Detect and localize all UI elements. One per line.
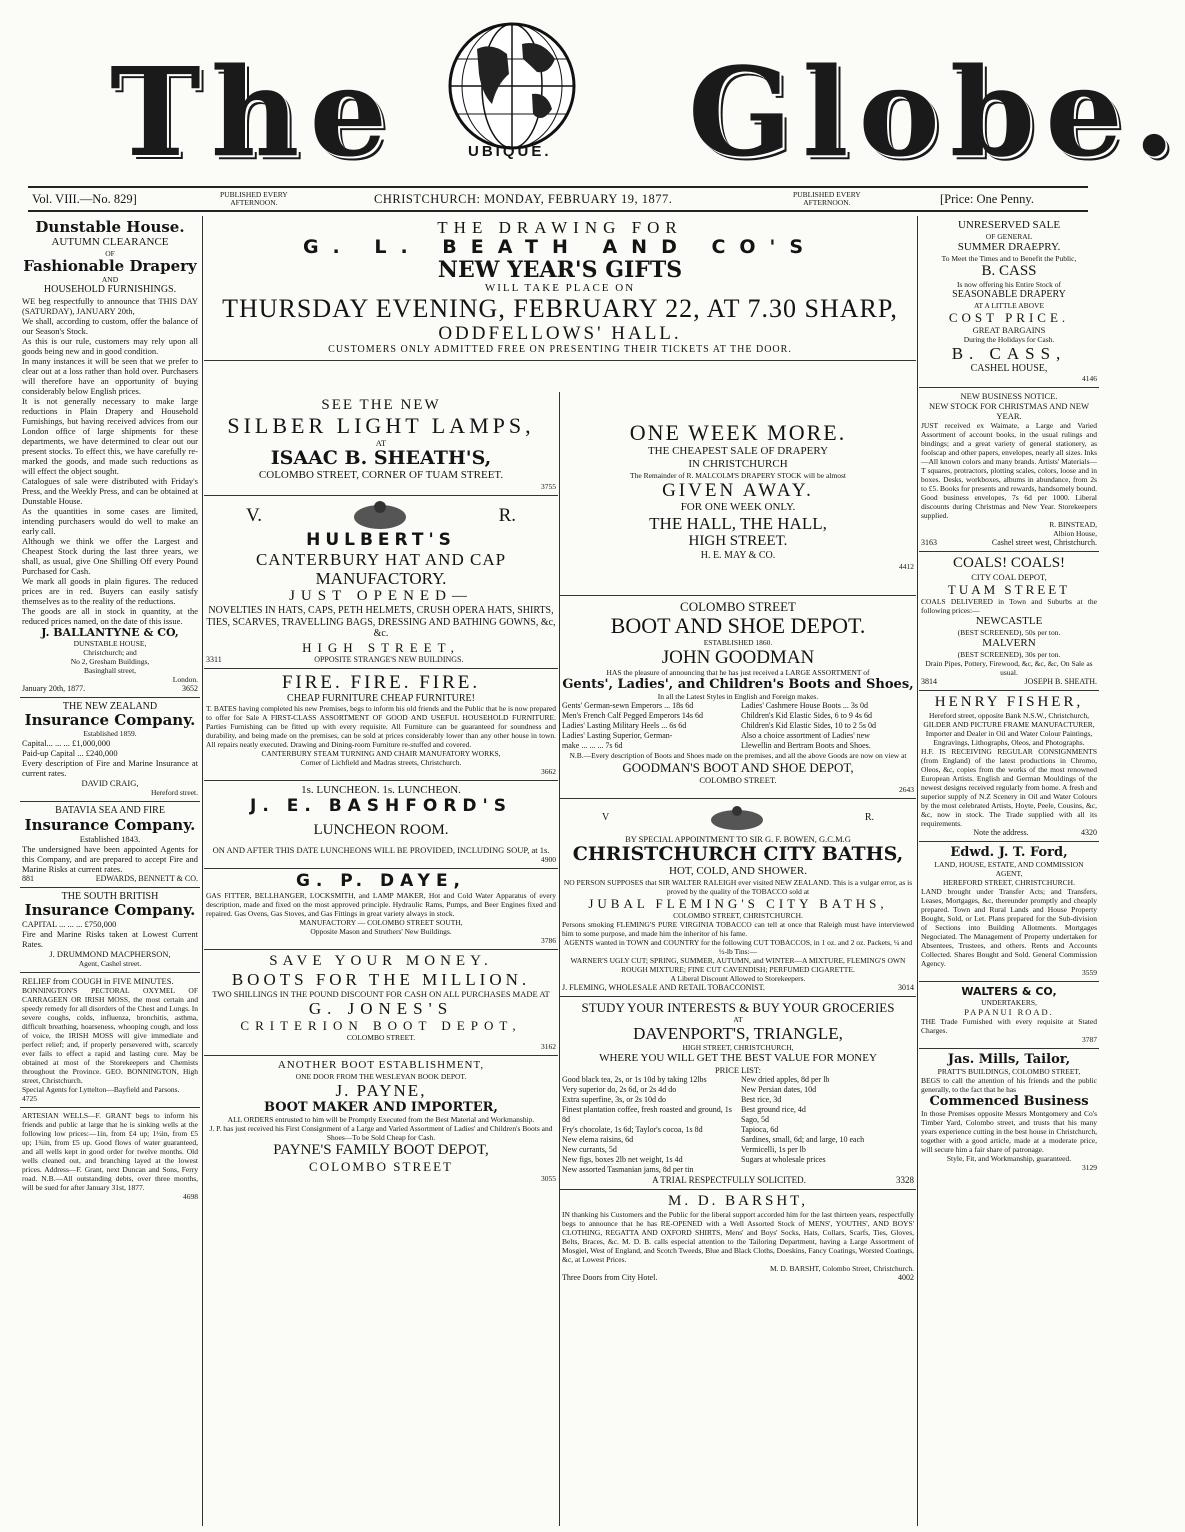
list-item: Finest plantation coffee, fresh roasted and ground, 1s 8d: [562, 1104, 732, 1124]
ad-line: COLOMBO STREET.: [346, 1033, 416, 1042]
ad-goodman-boots: [560, 596, 916, 799]
ad-line: Is now offering his Entire Stock of: [956, 280, 1061, 289]
ad-line: JUBAL FLEMING'S CITY BATHS,: [588, 895, 888, 911]
ad-body: T. BATES having completed his new Premises, begs to inform his old friends and the Public that he is now prepared to offer for Sale A FIRST-CLASS ASSORTMENT OF GOOD AND USEFUL HOUSEHOLD FURNITURE. Parties Furnishing can be fitted up with every requisite. All Furniture can be guaranteed for soundness and durability, and being made on the premises, can be sold at prices considerably lower than any other house in town. All repairs neatly executed. Drawing and Dining-room Furniture re-stuffed and covered.: [206, 704, 556, 749]
ad-line: NEWCASTLE: [975, 615, 1043, 627]
ad-body: ON AND AFTER THIS DATE LUNCHEONS WILL BE PROVIDED, INCLUDING SOUP, at 1s.: [212, 845, 550, 855]
list-item: Best ground rice, 4d: [741, 1104, 806, 1114]
ad-line: GILDER AND PICTURE FRAME MANUFACTURER,: [923, 720, 1095, 729]
list-item: Sardines, small, 6d; and large, 10 each: [741, 1134, 865, 1144]
ad-line: WILL TAKE PLACE ON: [484, 282, 636, 294]
ad-line: HEREFORD STREET, CHRISTCHURCH.: [943, 878, 1075, 887]
ad-signature: DAVID CRAIG,: [81, 778, 139, 788]
ad-number: 3559: [1082, 968, 1097, 977]
ad-title: J. PAYNE,: [335, 1081, 427, 1100]
ad-jones-boots: [204, 950, 558, 1056]
ad-line: UNDERTAKERS,: [981, 998, 1037, 1007]
ad-south-british-insurance: [20, 888, 200, 974]
ad-line: B. CASS,: [951, 343, 1067, 363]
list-item: Also a choice assortment of Ladies' new: [741, 730, 870, 740]
ad-title: Insurance Company.: [24, 901, 196, 919]
ad-title: G. P. DAYE,: [295, 871, 467, 891]
ad-line: SUMMER DRAEPRY.: [957, 241, 1061, 253]
ad-line: SAVE YOUR MONEY.: [269, 953, 493, 969]
ad-title: HULBERT'S: [306, 530, 456, 550]
ad-line: COST PRICE.: [948, 309, 1070, 325]
list-item: New figs, boxes 2lb net weight, 1s 4d: [562, 1154, 683, 1164]
ad-line: CAPITAL ... ... ... £750,000: [22, 919, 117, 929]
ad-line: THE CHEAPEST SALE OF DRAPERY: [647, 445, 829, 457]
ad-line: OF GENERAL: [985, 232, 1033, 241]
ad-line: ESTABLISHED 1860.: [703, 637, 773, 647]
published-line: PUBLISHED EVERY: [220, 190, 288, 199]
list-item: New Persian dates, 10d: [741, 1084, 817, 1094]
ad-line: Special Agents for Lyttelton—Bayfield and Parsons.: [22, 1085, 180, 1094]
ad-line: LUNCHEON ROOM.: [313, 822, 449, 838]
ad-number: 3755: [541, 482, 556, 491]
ad-line: Opposite Mason and Struthers' New Buildings.: [310, 927, 452, 936]
ad-body: Fire and Marine Risks taken at Lowest Current Rates.: [22, 929, 198, 949]
ad-number: 4320: [1080, 828, 1097, 837]
ad-payne-boots: [204, 1056, 558, 1187]
ad-number: 2643: [899, 784, 914, 794]
ad-line: Christchurch; and: [83, 647, 137, 657]
ad-body: BEGS to call the attention of his friends and the public generally, to the fact that he has: [921, 1076, 1097, 1094]
ad-title: B. CASS: [981, 263, 1037, 279]
ad-line: NEW BUSINESS NOTICE.: [960, 391, 1058, 401]
ad-line: AND: [101, 275, 119, 284]
ad-number: 3787: [1082, 1035, 1097, 1044]
ad-line: BATAVIA SEA AND FIRE: [55, 805, 165, 816]
ad-line: Commenced Business: [929, 1094, 1089, 1109]
ad-henry-fisher: [919, 691, 1099, 842]
ad-line: MANUFACTORY — COLOMBO STREET SOUTH,: [299, 918, 463, 927]
ad-title: CHRISTCHURCH CITY BATHS,: [572, 842, 904, 865]
ad-line: STUDY YOUR INTERESTS & BUY YOUR GROCERIES: [581, 999, 895, 1015]
ad-line: PRATT'S BUILDINGS, COLOMBO STREET,: [937, 1067, 1081, 1076]
ad-line: GOODMAN'S BOOT AND SHOE DEPOT,: [622, 759, 854, 775]
ad-bashford-luncheon: [204, 781, 558, 869]
ad-body: As the quantities in some cases are limited, intending purchasers would do well to make an early call.: [22, 505, 198, 536]
list-item: Ladies' Lasting Superior, German-: [562, 730, 673, 740]
ad-line: In all the Latest Styles in English and Foreign makes.: [657, 691, 819, 701]
ad-line: Established 1859.: [83, 729, 137, 738]
ad-beath-drawing: [204, 216, 916, 361]
masthead-title-the: The: [110, 40, 398, 184]
ad-line: ONE DOOR FROM THE WESLEYAN BOOK DEPOT.: [295, 1072, 467, 1081]
ad-cass-drapery: [919, 216, 1099, 388]
ad-line: DUNSTABLE HOUSE,: [73, 638, 147, 648]
ad-title: RELIEF from COUGH in FIVE MINUTES.: [22, 976, 174, 986]
column-rule: [202, 216, 203, 1526]
ad-line: COLOMBO STREET: [309, 1159, 453, 1174]
ad-line: R.: [498, 504, 516, 526]
ad-line: Corner of Lichfield and Madras streets, Christchurch.: [300, 758, 462, 767]
ad-body: JUST received ex Waimate, a Large and Varied Assortment of account books, in the usual rulings and bindings; and a great variety of general stationery, as foolscap and other papers, envelopes, nearly all sizes. Inks—All known colors and many brands. Artists' Materials—T squares, protractors, plotting scales, colors, loose and in boxes. Desks, workboxes, albums in abundance, from 2s to £5. Books for presents and rewards, handsomely bound. Good business envelopes, 7s 6d per 1000. Liberal discounts during Christmas and New Year. Storekeepers supplied.: [921, 421, 1098, 520]
ad-body: BONNINGTON'S PECTORAL OXYMEL OF CARRAGEEN OR IRISH MOSS, the most certain and speedy remedy for all disorders of the Chest and Lungs. In severe coughs, colds, influenza, bronchitis, asthma, difficult breathing, hoarseness, whooping cough, and loss of voice, the IRISH MOSS will give immediate and perfect relief; and, if properly persevered with, scarcely ever fails to effect a rapid and lasting cure. May be obtained at most of the Storekeepers and Chemists throughout the Province. GEO. BONNINGTON, High street, Christchurch.: [22, 986, 198, 1085]
ad-number: 3055: [541, 1174, 556, 1183]
ad-line: To Meet the Times and to Benefit the Public,: [941, 254, 1077, 263]
ad-line: J. P. has just received his First Consignment of a Large and Varied Assortment of Ladies' and Children's Boots and Shoes—To be Sold Cheap for Cash.: [209, 1124, 553, 1142]
ad-line: HIGH STREET,: [302, 639, 460, 655]
list-item: New dried apples, 8d per lb: [741, 1074, 830, 1084]
ad-line: R.: [864, 811, 874, 823]
list-item: Children's Kid Elastic Sides, 10 to 2 5s 0d: [741, 720, 876, 730]
ad-line: Hereford street, opposite Bank N.S.W., Christchurch,: [929, 711, 1089, 720]
ad-title: SILBER LIGHT LAMPS,: [227, 413, 535, 438]
ad-title: Jas. Mills, Tailor,: [947, 1052, 1071, 1067]
ad-body: Every description of Fire and Marine Insurance at current rates.: [22, 758, 198, 778]
ad-title: G. L. BEATH AND CO'S: [302, 236, 818, 258]
ad-number: 3162: [541, 1042, 556, 1051]
ad-line: THE NEW ZEALAND: [62, 700, 158, 712]
ad-number: 4900: [541, 855, 556, 864]
ad-title: COALS! COALS!: [952, 555, 1066, 571]
ad-body: As this is our rule, customers may rely upon all goods being new and in good condition.: [22, 335, 198, 356]
ad-line: UNRESERVED SALE: [957, 219, 1061, 231]
volume-number: Vol. VIII.—No. 829]: [32, 192, 137, 206]
ad-date: January 20th, 1877.: [22, 683, 86, 693]
ad-line: HOT, COLD, AND SHOWER.: [669, 864, 807, 877]
ad-line: Paid-up Capital ... £240,000: [22, 748, 118, 758]
ad-number: 4412: [899, 561, 914, 571]
ad-line: THE HALL, THE HALL,: [649, 514, 827, 533]
list-item: Extra superfine, 3s, or 2s 10d do: [562, 1094, 666, 1104]
ad-line: (BEST SCREENED), 30s per ton.: [957, 650, 1061, 659]
ad-line: CUSTOMERS ONLY ADMITTED FREE ON PRESENTING THEIR TICKETS AT THE DOOR.: [328, 344, 792, 355]
published-line: AFTERNOON.: [803, 198, 851, 207]
ad-number: 3662: [541, 767, 556, 776]
ad-signature: J. BALLANTYNE & CO,: [41, 625, 179, 639]
ad-city-coal-depot: [919, 552, 1099, 691]
ad-body: The undersigned have been appointed Agents for this Company, and are prepared to accept Fire and Marine Risks at current rates.: [22, 843, 198, 874]
ad-body: Catalogues of sale were distributed with Friday's Press, and the Weekly Press, and can be obtained at Dunstable House.: [22, 475, 198, 506]
ad-line: HIGH STREET, CHRISTCHURCH,: [682, 1042, 794, 1052]
ad-number: 3129: [1082, 1163, 1097, 1172]
ad-line: 1s. LUNCHEON. 1s. LUNCHEON.: [301, 784, 461, 796]
ad-line: OPPOSITE STRANGE'S NEW BUILDINGS.: [314, 654, 464, 664]
column-1: [20, 216, 200, 1526]
ad-line: JUST OPENED—: [289, 588, 473, 604]
list-item: Ladies' Lasting Military Heels ... 6s 6d: [562, 720, 687, 730]
ad-body: THE Trade Furnished with every requisite at Stated Charges.: [921, 1017, 1097, 1035]
ad-line: CANTERBURY HAT AND CAP: [255, 550, 507, 569]
ad-number: 3014: [898, 982, 914, 992]
ad-body: GAS FITTER, BELLHANGER, LOCKSMITH, and LAMP MAKER, Hot and Cold Water Apparatus of every description, made and fixed on the most approved principle. Hydraulic Rams, Pumps, and Beer Engines fixed and repaired. Gas Ovens, Gas Stoves, and Gas Fittings in great variety always in stock.: [206, 891, 556, 918]
ad-mills-tailor: [919, 1049, 1099, 1176]
ad-body: IN thanking his Customers and the Public for the liberal support accorded him for the last thirteen years, respectfully begs to announce that he has RE-OPENED with a Well Assorted Stock of MENS', YOUTHS', AND BOYS' CLOTHING, REGATTA AND OXFORD SHIRTS, Mens' and Boys' Socks, Hats, Collars, Scarfs, Ties, Gloves, Belts, Braces, &c. M. D. B. calls especial attention to the Tailoring Department, having a Large Assortment of Mosgiel, West of England, and Scotch Tweeds, Blue and Black Cloths, Doeskins, Fancy Coatings, Worsted Coatings, &c, at Lowest Prices.: [562, 1209, 914, 1264]
ad-number: 3652: [182, 683, 198, 693]
ad-line: PRICE LIST:: [714, 1064, 762, 1075]
list-item: make ... ... ... 7s 6d: [562, 740, 623, 750]
ad-may-drapery: [560, 394, 916, 596]
ad-line: CHEAP FURNITURE CHEAP FURNITURE!: [287, 692, 475, 704]
ad-title: HENRY FISHER,: [934, 694, 1084, 710]
ad-title: M. D. BARSHT,: [668, 1192, 808, 1209]
ad-body: ARTESIAN WELLS—F. GRANT begs to inform his friends and public at large that he is sinking wells at the following low prices:—1in, from £4 up; 1½in, from £5 up; 1¾in, from £5 up. Good flows of water guaranteed, and all wells kept in good order for twelve months. Old wells cleaned out, and branching layed at the lowest prices. Address—F. Grant, next Duncan and Sons, Ferry road. N.B.—All outstanding debts, over three months, will be sued for after January 31st, 1877.: [22, 1111, 198, 1192]
ad-body: In many instances it will be seen that we prefer to clear out at a loss rather than hold over. Purchasers will therefore have an opportunity of buying considerably below English prices.: [22, 355, 198, 396]
ad-number: 4725: [22, 1094, 37, 1103]
ad-number: 881: [22, 873, 34, 883]
column-rule: [917, 216, 918, 1526]
ad-number: 3814: [921, 677, 937, 686]
ad-title: Dunstable House.: [35, 218, 185, 236]
ad-line: CANTERBURY STEAM TURNING AND CHAIR MANUFATORY WORKS,: [261, 749, 501, 758]
ad-line: Fashionable Drapery: [23, 257, 197, 275]
ad-body: Persons smoking FLEMING'S PURE VIRGINIA TOBACCO can tell at once that Raleigh must have interviewed him to some purpose, and made him the inheritor of his fame.: [562, 919, 914, 938]
list-item: Good black tea, 2s, or 1s 10d by taking 12lbs: [562, 1074, 707, 1084]
dateline: [28, 186, 1088, 212]
ad-line: AUTUMN CLEARANCE: [51, 236, 169, 248]
ad-line: LAND, HOUSE, ESTATE, AND COMMISSION AGENT,: [934, 860, 1084, 878]
ad-line: A Liberal Discount Allowed to Storekeepers.: [670, 973, 806, 983]
price: [Price: One Penny.: [940, 192, 1034, 206]
ad-line: COLOMBO STREET.: [699, 774, 777, 785]
ad-line: N.B.—Every description of Boots and Shoes made on the premises, and all the above Goods are now on view at: [569, 750, 907, 760]
ad-line: WARNER'S UGLY CUT; SPRING, SUMMER, AUTUMN, and WINTER—A MIXTURE, FLEMING'S OWN ROUGH MIXTURE; FINE CUT CAVENDISH; PERFUMED CIGARETTE.: [570, 955, 906, 974]
ad-body: In those Premises opposite Messrs Montgomery and Co's Timber Yard, Colombo street, and trusts that his many years experience cutting in the best house in Christchurch, together with a good article, made at a moderate price, will secure him a fair share of patronage.: [921, 1109, 1097, 1154]
royal-crest-icon: [697, 802, 777, 834]
ad-line: BOOT MAKER AND IMPORTER,: [264, 1100, 498, 1115]
ad-line: ISAAC B. SHEATH'S,: [270, 447, 492, 469]
list-item: Fry's chocolate, 1s 6d; Taylor's cocoa, 1s 8d: [562, 1124, 703, 1134]
ad-line: NO PERSON SUPPOSES that SIR WALTER RALEIGH ever visited NEW ZEALAND. This is a vulgar error, as is proved by the quality of the TOBACCO sold at: [563, 877, 913, 896]
ad-line: HOUSEHOLD FURNISHINGS.: [43, 284, 177, 295]
ad-ford-land-agent: [919, 842, 1099, 982]
ad-body: We mark all goods in plain figures. The reduced prices are in red. Buyers can easily satisfy themselves as to the reality of the reductions.: [22, 575, 198, 606]
ad-line: GIVEN AWAY.: [662, 480, 814, 501]
ad-line: Cashel street west, Christchurch.: [991, 538, 1097, 547]
ad-line: CRITERION BOOT DEPOT,: [240, 1018, 522, 1033]
ad-line: No 2, Gresham Buildings,: [70, 656, 150, 666]
ad-davenport-groceries: [560, 997, 916, 1190]
ad-line: JOHN GOODMAN: [661, 646, 815, 668]
ad-line: IN CHRISTCHURCH: [688, 458, 788, 470]
list-item: Men's French Calf Pegged Emperors 14s 6d: [562, 710, 703, 720]
ad-line: MANUFACTORY.: [315, 569, 447, 588]
ad-body: We shall, according to custom, offer the balance of our Season's Stock.: [22, 315, 198, 336]
ad-line: HIGH STREET.: [688, 533, 788, 549]
ad-line: FOR ONE WEEK ONLY.: [680, 501, 796, 513]
published-line: PUBLISHED EVERY: [793, 190, 861, 199]
ad-signature: M. D. BARSHT, Colombo Street, Christchurch.: [769, 1263, 914, 1273]
ad-signature: EDWARDS, BENNETT & CO.: [95, 873, 198, 883]
list-item: Sugars at wholesale prices: [741, 1154, 826, 1164]
ad-line: ANOTHER BOOT ESTABLISHMENT,: [277, 1059, 485, 1071]
ad-body: H.F. IS RECEIVING REGULAR CONSIGNMENTS (from England) of the latest productions in Chromo, Oleos, &c, copies from the works of the most renowned European Artists. English and German Mouldings of the newest designs received regularly from home. A fresh and superior supply of N.Z Scenery in Oil and Water Colours by the most celebrated Artists, Hoyte, Peele, Cousins, &c, &c, now in stock. The Trade supplied with all its requirements.: [921, 747, 1097, 828]
ad-title: WALTERS & CO,: [961, 985, 1057, 998]
ad-title: Insurance Company.: [24, 711, 196, 729]
ad-title: BOOTS FOR THE MILLION.: [231, 970, 531, 989]
ad-number: 4146: [1082, 374, 1097, 383]
column-4: [919, 216, 1099, 1526]
ad-signature: R. BINSTEAD,: [1049, 520, 1097, 529]
ad-line: AGENTS wanted in TOWN and COUNTRY for the following CUT TOBACCOS, in 1 oz. and 2 oz. Packets, ¼ and ½-lb Tins:—: [563, 937, 913, 956]
ad-binstead-stationery: [919, 388, 1099, 552]
ad-signature: J. DRUMMOND MACPHERSON,: [49, 949, 171, 959]
list-item: Ladies' Cashmere House Boots ... 3s 0d: [741, 700, 868, 710]
ad-line: GREAT BARGAINS: [972, 324, 1046, 335]
ad-line: TWO SHILLINGS IN THE POUND DISCOUNT FOR CASH ON ALL PURCHASES MADE AT: [212, 989, 550, 999]
ad-line: Basinghall street,: [83, 665, 137, 675]
masthead-title-globe: Globe.: [688, 40, 1185, 184]
price-list: [562, 701, 914, 751]
list-item: Children's Kid Elastic Sides, 6 to 9 4s 6d: [741, 710, 872, 720]
ad-line: H. E. MAY & CO.: [700, 550, 776, 561]
column-3: [560, 394, 916, 1526]
ad-bates-furniture: [204, 669, 558, 782]
ad-line: OF: [105, 249, 115, 258]
masthead-motto: UBIQUE.: [468, 143, 552, 160]
ad-line: (BEST SCREENED), 50s per ton.: [957, 628, 1061, 637]
ad-line: PAYNE'S FAMILY BOOT DEPOT,: [273, 1142, 489, 1158]
ad-hulbert: [204, 496, 558, 669]
royal-crest-icon: [340, 499, 420, 531]
ad-daye-gasfitter: [204, 869, 558, 950]
ad-number: 3311: [206, 654, 222, 664]
published-line: AFTERNOON.: [230, 198, 278, 207]
price-list: [562, 1075, 914, 1175]
ad-line: J. FLEMING, WHOLESALE AND RETAIL TOBACCONIST.: [562, 982, 765, 992]
ad-fleming-baths: [560, 799, 916, 997]
list-item: Best rice, 3d: [741, 1094, 782, 1104]
ad-body: WE beg respectfully to announce that THIS DAY (SATURDAY), JANUARY 20th,: [22, 295, 198, 316]
ad-line: A TRIAL RESPECTFULLY SOLICITED.: [652, 1174, 806, 1185]
column-2: [204, 394, 558, 1526]
ad-line: MALVERN: [982, 637, 1036, 649]
ad-line: Established 1843.: [79, 833, 141, 844]
ad-number: 3163: [921, 538, 937, 547]
ad-body: It is not generally necessary to make large reductions in Plain Drapery and Household Furnishings, but having received advices from our London office of large shipments for these departments, we have determined to clear out our present stocks. To effect this, we have carefully re-marked the goods, and made such reductions as will effect the object sought.: [22, 395, 198, 476]
ad-line: Capital... ... ... £1,000,000: [22, 738, 111, 748]
ad-title: Edwd. J. T. Ford,: [950, 845, 1068, 860]
ad-line: NEW STOCK FOR CHRISTMAS AND NEW YEAR.: [928, 401, 1090, 421]
ad-line: V: [602, 811, 610, 823]
ad-line: Agent, Cashel street.: [78, 959, 142, 968]
ad-batavia-insurance: [20, 802, 200, 888]
ad-line: NOVELTIES IN HATS, CAPS, PETH HELMETS, CRUSH OPERA HATS, SHIRTS, TIES, SCARVES, TRAVELLING BAGS, DRESSING AND BATHING GOWNS, &c, &c.: [206, 605, 556, 639]
list-item: New assorted Tasmanian jams, 8d per tin: [562, 1164, 694, 1174]
ad-line: V.: [246, 504, 263, 526]
city-date: CHRISTCHURCH: MONDAY, FEBRUARY 19, 1877.: [374, 192, 673, 206]
ad-line: COLOMBO STREET, CORNER OF TUAM STREET.: [258, 469, 504, 481]
ad-line: ALL ORDERS entrusted to him will be Promptly Executed from the Best Material and Workmanship.: [227, 1115, 535, 1124]
ad-line: During the Holidays for Cash.: [963, 334, 1055, 344]
ad-title: ONE WEEK MORE.: [629, 420, 847, 445]
ad-line: ODDFELLOWS' HALL.: [438, 323, 682, 344]
list-item: New elema raisins, 6d: [562, 1134, 634, 1144]
list-item: Tapioca, 6d: [741, 1124, 779, 1134]
ad-dunstable-house: [20, 216, 200, 698]
ad-line: Albion House,: [1053, 529, 1097, 538]
list-item: Very superior do, 2s 6d, or 2s 4d do: [562, 1084, 677, 1094]
ad-line: COLOMBO STREET: [680, 598, 796, 614]
ad-line: AT: [375, 438, 387, 448]
list-item: Sago, 5d: [741, 1114, 769, 1124]
ad-line: The Remainder of R. MALCOLM'S DRAPERY STOCK will be almost: [630, 471, 846, 480]
ad-body: Although we think we offer the Largest and Cheapest Stock during the last three years, we shall, as usual, give One Shilling Off every Pound Purchased for Cash.: [22, 535, 198, 576]
ad-title: J. E. BASHFORD'S: [250, 796, 512, 816]
ad-artesian-wells: [20, 1108, 200, 1205]
list-item: Vermicelli, 1s per lb: [741, 1144, 806, 1154]
ad-line: London.: [172, 674, 198, 684]
ad-line: CASHEL HOUSE,: [970, 362, 1048, 374]
ad-silber-lamps: [204, 394, 558, 496]
published-note: [793, 191, 861, 207]
ad-number: 4698: [183, 1192, 198, 1201]
ad-walters-undertakers: [919, 982, 1099, 1049]
ad-line: Hereford street.: [150, 788, 198, 797]
ad-line: G. JONES'S: [308, 999, 454, 1018]
ad-body: COALS DELIVERED in Town and Suburbs at the following prices:—: [921, 597, 1097, 615]
ad-line: HAS the pleasure of announcing that he has just received a LARGE ASSORTMENT of: [606, 667, 870, 677]
ad-line: NEW YEAR'S GIFTS: [437, 257, 683, 283]
ad-title: DAVENPORT'S, TRIANGLE,: [633, 1023, 843, 1043]
list-item: Llewellin and Bertram Boots and Shoes.: [741, 740, 871, 750]
ad-line: THE DRAWING FOR: [437, 218, 683, 237]
ad-line: THE SOUTH BRITISH: [61, 890, 159, 902]
ad-line: SEE THE NEW: [321, 397, 441, 413]
ad-line: BY SPECIAL APPOINTMENT TO SIR G. F. BOWEN, G.C.M.G: [625, 833, 851, 844]
ad-line: WHERE YOU WILL GET THE BEST VALUE FOR MONEY: [599, 1051, 877, 1064]
ad-signature: JOSEPH B. SHEATH.: [1024, 677, 1097, 686]
ad-line: Note the address.: [973, 828, 1029, 837]
ad-body: The goods are all in stock in quantity, at the reduced prices named, on the date of this issue.: [22, 605, 198, 626]
ad-new-zealand-insurance: [20, 698, 200, 803]
ad-number: 3786: [541, 936, 556, 945]
ad-number: 3328: [896, 1174, 914, 1185]
ad-line: COLOMBO STREET, CHRISTCHURCH.: [673, 910, 803, 920]
ad-number: 4002: [898, 1272, 914, 1282]
ad-line: THURSDAY EVENING, FEBRUARY 22, AT 7.30 SHARP,: [222, 294, 898, 323]
ad-title: BOOT AND SHOE DEPOT.: [610, 612, 866, 638]
ad-title: Insurance Company.: [24, 815, 196, 834]
list-item: Gents' German-sewn Emperors ... 18s 6d: [562, 700, 694, 710]
ad-line: CITY COAL DEPOT,: [971, 572, 1047, 582]
ad-line: TUAM STREET: [947, 582, 1071, 597]
ad-line: Gents', Ladies', and Children's Boots and Shoes,: [562, 676, 914, 692]
list-item: New currants, 5d: [562, 1144, 617, 1154]
ad-line: PAPANUI ROAD.: [964, 1007, 1054, 1017]
ad-line: SEASONABLE DRAPERY: [952, 289, 1066, 300]
ad-line: Style, Fit, and Workmanship, guaranteed.: [946, 1154, 1072, 1163]
ad-line: Drain Pipes, Pottery, Firewood, &c, &c, &c, On Sale as usual.: [925, 659, 1093, 677]
ad-title: FIRE. FIRE. FIRE.: [281, 671, 481, 693]
ad-line: AT: [733, 1014, 743, 1024]
ad-line: Importer and Dealer in Oil and Water Colour Paintings, Engravings, Lithographs, Oleos, and Photographs.: [925, 729, 1093, 747]
ad-body: LAND brought under Transfer Acts; and Transfers, Leases, Mortgages, &c, thereunder promptly and cheaply prepared. Town and Rural Lands and House Property Bought, Sold, or Let. Plans prepared for the Sub-division of Sections into Building Allotments. Mortgages Negociated. The Management of Property undertaken for Absentees, Trustees, and others. Rents and Accounts Collected. Shares Bought and Sold. General Commission Agency.: [921, 887, 1097, 968]
ad-bonnington-cough: [20, 973, 200, 1108]
masthead: [0, 0, 1185, 186]
ad-barsht-clothing: [560, 1190, 916, 1286]
ad-line: Three Doors from City Hotel.: [562, 1272, 658, 1282]
published-note: [220, 191, 288, 207]
ad-line: AT A LITTLE ABOVE: [973, 300, 1045, 310]
